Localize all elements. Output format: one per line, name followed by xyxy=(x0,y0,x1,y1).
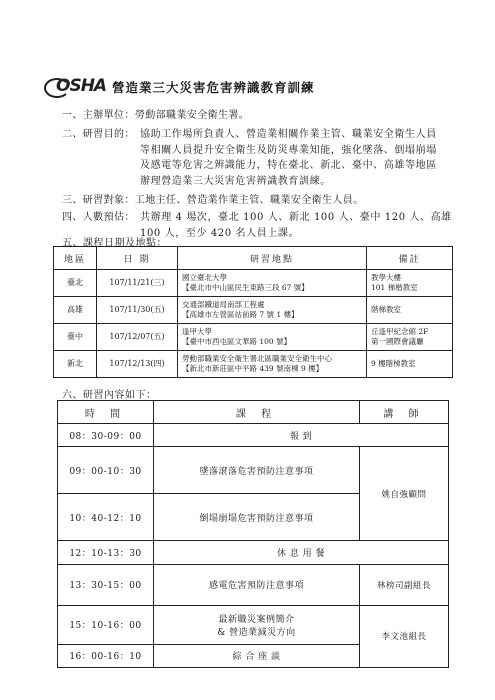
purpose-line: 等相關人員提升安全衛生及防災專業知能，強化墜落、倒塌崩塌 xyxy=(140,144,437,156)
location-cell xyxy=(178,297,367,324)
audience-value: 工地主任、營造業作業主管、職業安全衛生人員。 xyxy=(134,195,364,206)
location-name: 勞動部職業安全衛生署北區職業安全衛生中心 xyxy=(182,354,332,363)
table-row xyxy=(54,351,453,378)
instructor-cell: 林榜司副組長 xyxy=(360,564,449,605)
location-cell xyxy=(178,351,367,378)
course-line: & 營造業減災方向 xyxy=(217,627,296,638)
table-row xyxy=(54,324,453,351)
time-cell: 15：10-16：00 xyxy=(58,605,154,644)
note-line: 第一國際會議廳 xyxy=(371,337,424,346)
audience-section xyxy=(62,193,364,208)
purpose-line: 及感電等危害之辨識能力，特在臺北、新北、臺中、高雄等地區 xyxy=(140,160,437,171)
table-row xyxy=(58,447,449,494)
date-cell: 107/12/07(五) xyxy=(97,324,178,351)
schedule-header-row xyxy=(54,247,453,270)
location-name: 國立臺北大學 xyxy=(182,273,227,282)
osha-logo xyxy=(44,76,107,98)
course-cell: 墜落滾落危害預防注意事項 xyxy=(154,447,360,494)
date-cell: 107/11/21(三) xyxy=(97,270,178,297)
instructor-cell: 李文池組長 xyxy=(360,605,449,667)
header-location: 研習地點 xyxy=(178,247,367,270)
organizer-section xyxy=(62,108,249,123)
note-line: 101 梯楷教室 xyxy=(371,283,418,292)
table-row xyxy=(54,270,453,297)
time-cell: 13：30-15：00 xyxy=(58,564,154,605)
course-cell: 感電危害預防注意事項 xyxy=(154,564,360,605)
location-cell xyxy=(178,324,367,351)
purpose-line: 協助工作場所負責人、營造業相關作業主管、職業安全衛生人員 xyxy=(140,129,437,140)
purpose-label: 二、研習目的： xyxy=(62,129,135,140)
note-cell xyxy=(367,297,453,324)
course-cell: 報 到 xyxy=(154,424,449,447)
time-cell: 08：30-09：00 xyxy=(58,424,154,447)
location-cell xyxy=(178,270,367,297)
audience-label: 三、研習對象： xyxy=(62,195,135,206)
region-cell: 新北 xyxy=(54,351,97,378)
table-row xyxy=(58,424,449,447)
location-address: 【新北市新莊區中平路 439 號南棟 9 樓】 xyxy=(182,364,324,373)
note-line: 9 樓階梯教室 xyxy=(371,359,416,368)
quota-text xyxy=(140,210,452,241)
course-cell: 綜 合 座 談 xyxy=(154,644,360,667)
schedule-table xyxy=(53,246,453,378)
region-cell: 臺北 xyxy=(54,270,97,297)
purpose-line: 辦理營造業三大災害危害辨識教育訓練。 xyxy=(140,175,331,187)
table-row xyxy=(58,605,449,644)
quota-line: 共辦理 4 場次，臺北 100 人、新北 100 人、臺中 120 人、高雄 xyxy=(140,212,452,223)
logo-text: OSHA xyxy=(56,76,107,96)
location-name: 交通部鐵道局南部工程處 xyxy=(182,300,265,309)
location-address: 【高雄市左營區站前路 7 號 1 樓】 xyxy=(182,310,299,319)
organizer-label: 一、主辦單位： xyxy=(62,110,135,121)
document-title: 營造業三大災害危害辨識教育訓練 xyxy=(112,80,315,95)
program-header-row xyxy=(58,401,449,424)
course-line: 最新職災案例簡介 xyxy=(218,614,295,625)
time-cell: 12：10-13：30 xyxy=(58,541,154,564)
note-cell xyxy=(367,324,453,351)
time-cell: 10：40-12：10 xyxy=(58,494,154,541)
time-cell: 16：00-16：10 xyxy=(58,644,154,667)
region-cell: 高雄 xyxy=(54,297,97,324)
header-region: 地區 xyxy=(54,247,97,270)
date-cell: 107/11/30(五) xyxy=(97,297,178,324)
date-cell: 107/12/13(四) xyxy=(97,351,178,378)
purpose-text xyxy=(140,127,437,189)
table-row xyxy=(58,541,449,564)
note-cell xyxy=(367,270,453,297)
location-address: 【臺中市西屯區文華路 100 號】 xyxy=(182,337,292,346)
note-line: 教學大樓 xyxy=(371,273,401,282)
header-note: 備註 xyxy=(367,247,453,270)
location-name: 逢甲大學 xyxy=(182,327,212,336)
region-cell: 臺中 xyxy=(54,324,97,351)
note-line: 階梯教室 xyxy=(371,305,401,314)
instructor-cell: 姚自強顧問 xyxy=(360,447,449,541)
course-cell: 休 息 用 餐 xyxy=(154,541,449,564)
program-heading: 六、研習內容如下： xyxy=(62,390,157,401)
location-address: 【臺北市中山區民生東路三段 67 號】 xyxy=(182,283,309,292)
note-line: 丘逢甲紀念館 2F xyxy=(371,327,429,336)
course-cell: 倒塌崩塌危害預防注意事項 xyxy=(154,494,360,541)
course-cell xyxy=(154,605,360,644)
quota-label: 四、人數預估： xyxy=(62,212,135,223)
quota-line: 100 人，至少 420 名人員上課。 xyxy=(140,227,300,239)
schedule-heading: 五、課程日期及地點： xyxy=(62,238,167,249)
note-cell xyxy=(367,351,453,378)
program-table xyxy=(57,400,449,668)
table-row xyxy=(58,564,449,605)
header-time: 時 間 xyxy=(58,401,154,424)
header-instructor: 講 師 xyxy=(360,401,449,424)
header-date: 日 期 xyxy=(97,247,178,270)
time-cell: 09：00-10：30 xyxy=(58,447,154,494)
header-course: 課 程 xyxy=(154,401,360,424)
organizer-value: 勞動部職業安全衛生署。 xyxy=(134,110,250,121)
table-row xyxy=(54,297,453,324)
